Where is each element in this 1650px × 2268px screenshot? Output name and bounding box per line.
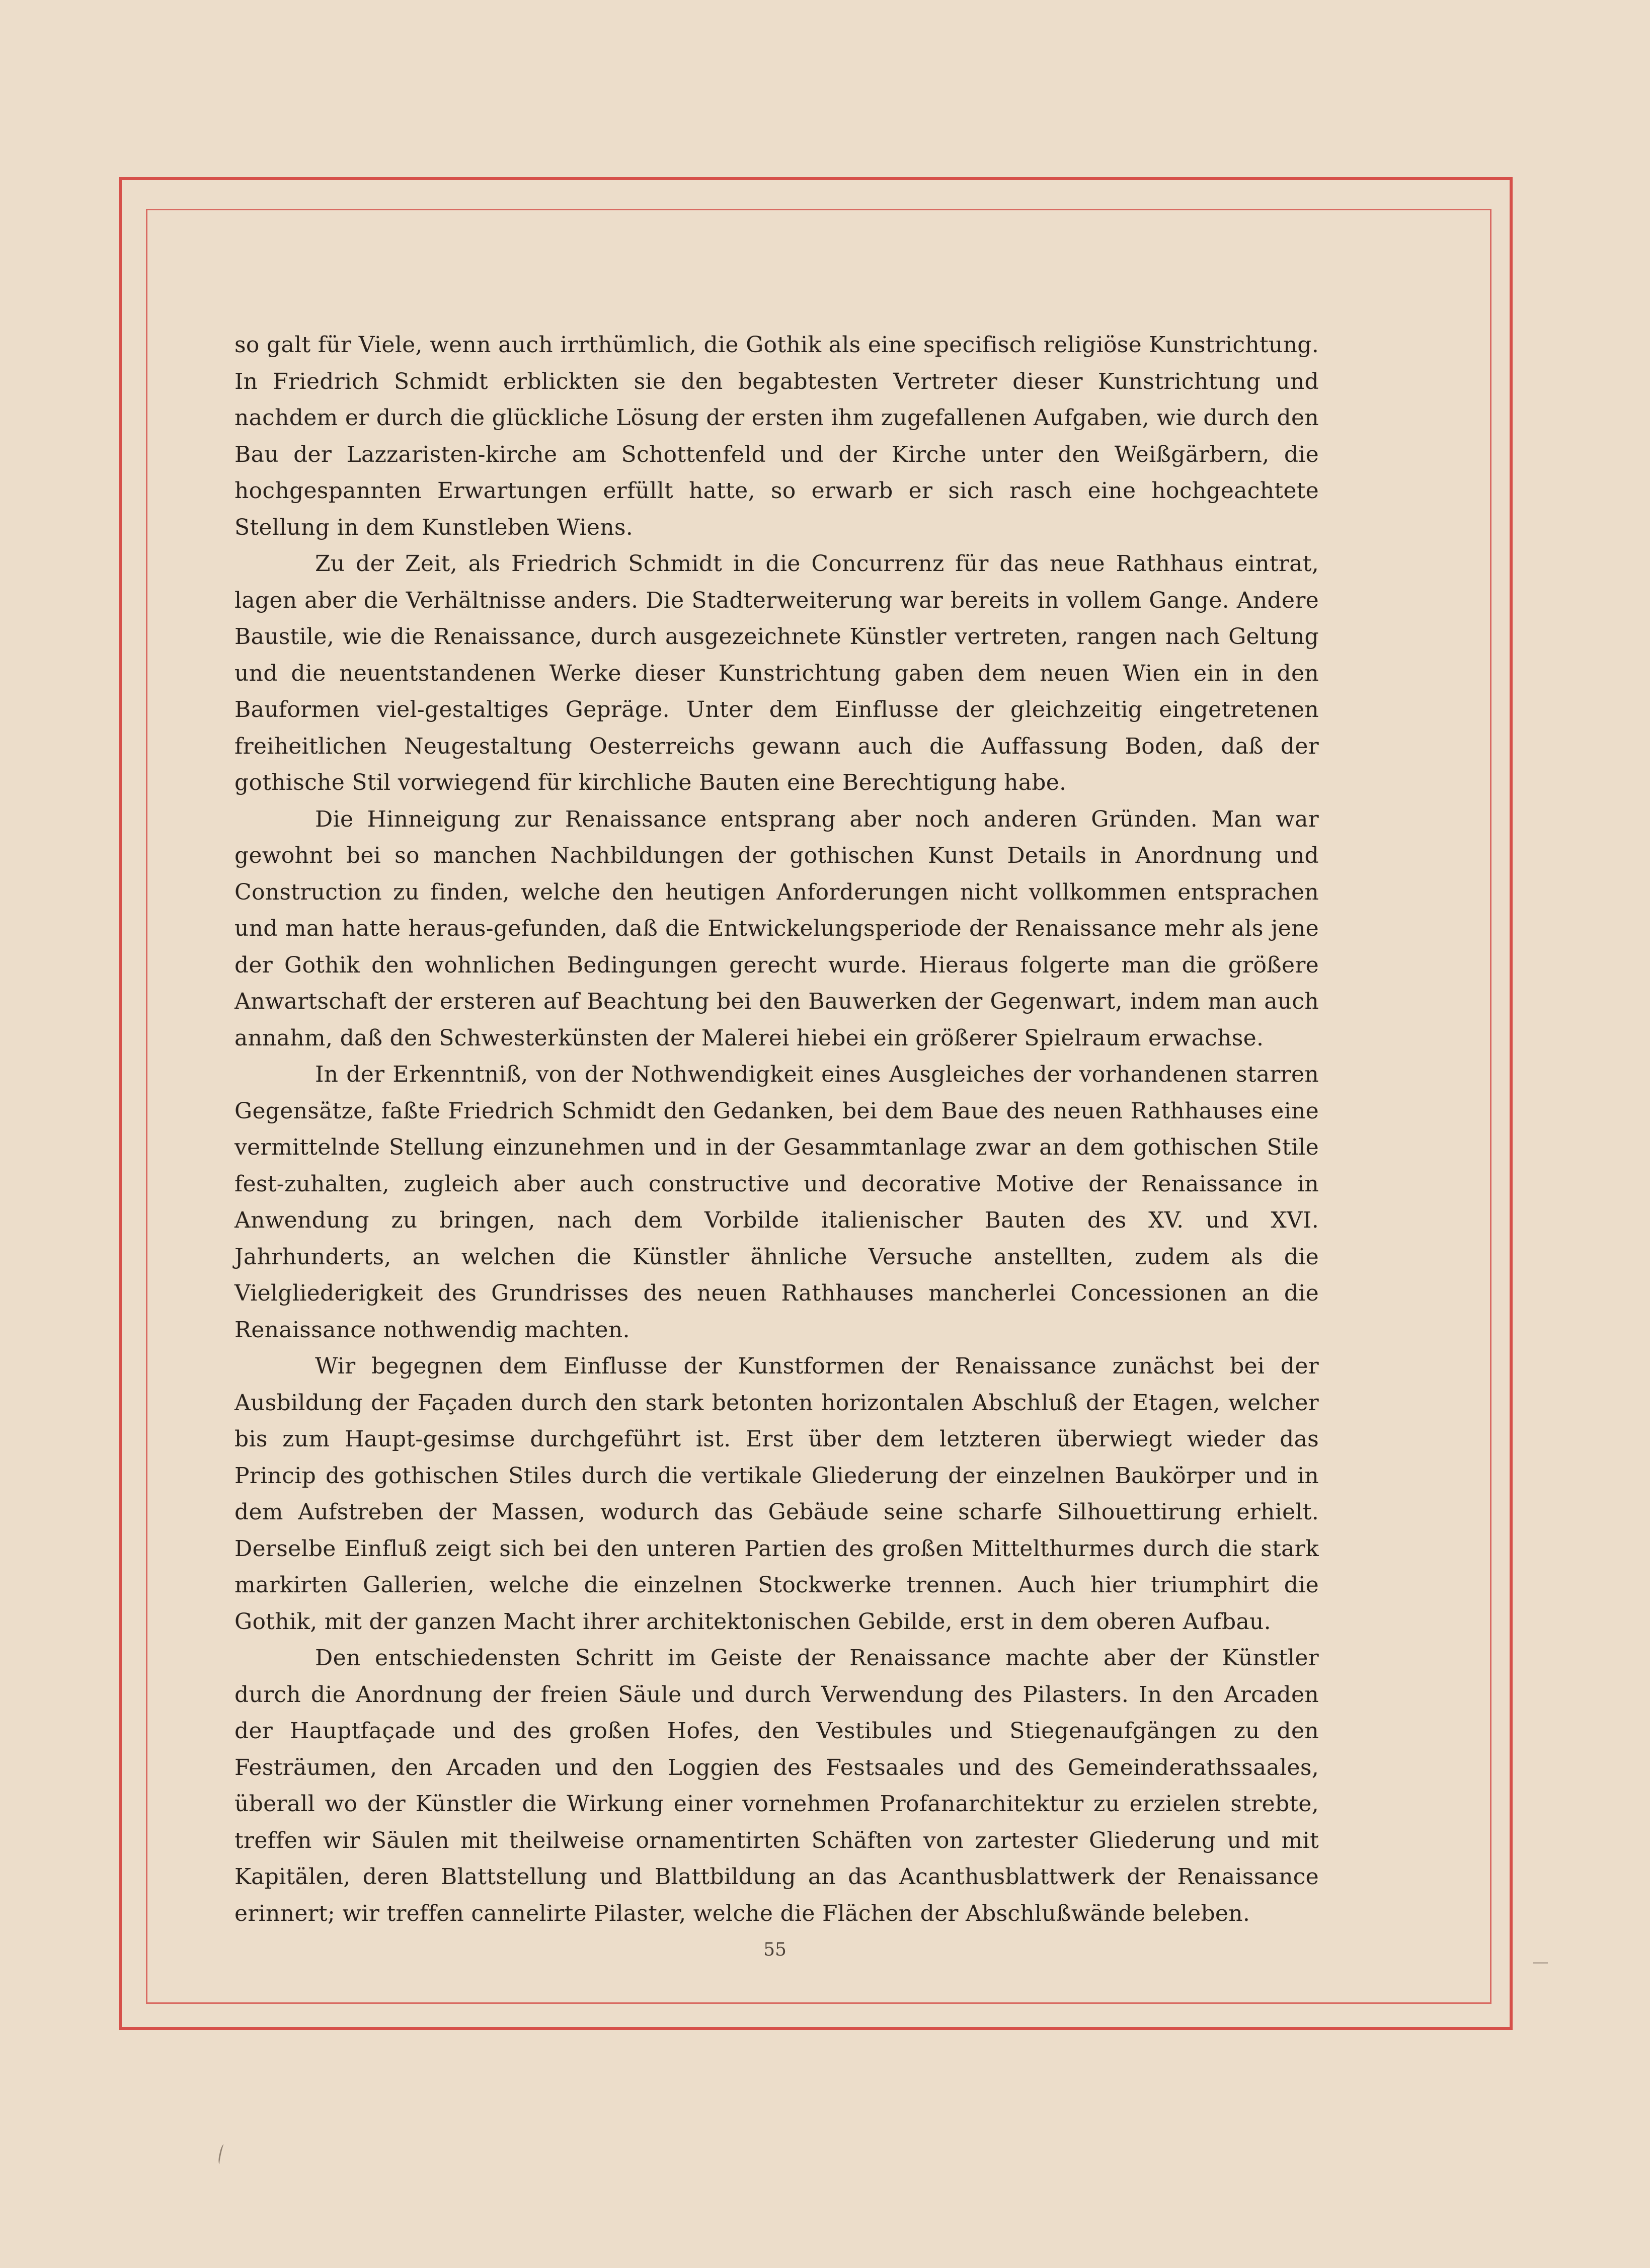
paragraph-1: so galt für Viele, wenn auch irrthümlich, die Gothik als eine specifisch religiöse Kunstrichtung. In Friedrich Schmidt erblickten sie den begabtesten Vertreter dieser Kunstrichtung und nachdem er durch die glückliche Lösung der ersten ihm zugefallenen Aufgaben, wie durch den Bau der Lazzaristen-kirche am Schottenfeld und der Kirche unter den Weißgärbern, die hochgespannten Erwartungen erfüllt hatte, so erwarb er sich rasch eine hochgeachtete Stellung in dem Kunstleben Wiens. <box>234 332 1319 540</box>
paper-speck <box>217 2144 226 2165</box>
paragraph-3: Die Hinneigung zur Renaissance entsprang aber noch anderen Gründen. Man war gewohnt bei so manchen Nachbildungen der gothischen Kunst Details in Anordnung und Construction zu finden, welche den heutigen Anforderungen nicht vollkommen entsprachen und man hatte heraus-gefunden, daß die Entwickelungsperiode der Renaissance mehr als jene der Gothik den wohnlichen Bedingungen gerecht wurde. Hieraus folgerte man die größere Anwartschaft der ersteren auf Beachtung bei den Bauwerken der Gegenwart, indem man auch annahm, daß den Schwesterkünsten der Malerei hiebei ein größerer Spielraum erwachse. <box>234 806 1319 1051</box>
paragraph-4: In der Erkenntniß, von der Nothwendigkeit eines Ausgleiches der vorhandenen starren Gegensätze, faßte Friedrich Schmidt den Gedanken, bei dem Baue des neuen Rathhauses eine vermittelnde Stellung einzunehmen und in der Gesammtanlage zwar an dem gothischen Stile fest-zuhalten, zugleich aber auch constructive und decorative Motive der Renaissance in Anwendung zu bringen, nach dem Vorbilde italienischer Bauten des XV. und XVI. Jahrhunderts, an welchen die Künstler ähnliche Versuche anstellten, zudem als die Vielgliederigkeit des Grundrisses des neuen Rathhauses mancherlei Concessionen an die Renaissance nothwendig machten. <box>234 1062 1319 1343</box>
body-text <box>234 327 1319 1932</box>
page-number: 55 <box>763 1939 787 1960</box>
paragraph-6: Den entschiedensten Schritt im Geiste der Renaissance machte aber der Künstler durch die Anordnung der freien Säule und durch Verwendung des Pilasters. In den Arcaden der Hauptfaçade und des großen Hofes, den Vestibules und Stiegenaufgängen zu den Festräumen, den Arcaden und den Loggien des Festsaales und des Gemeinderathssaales, überall wo der Künstler die Wirkung einer vornehmen Profanarchitektur zu erzielen strebte, treffen wir Säulen mit theilweise ornamentirten Schäften von zartester Gliederung und mit Kapitälen, deren Blattstellung und Blattbildung an das Acanthusblattwerk der Renaissance erinnert; wir treffen cannelirte Pilaster, welche die Flächen der Abschlußwände beleben. <box>234 1645 1319 1926</box>
paragraph-2: Zu der Zeit, als Friedrich Schmidt in die Concurrenz für das neue Rathhaus eintrat, lagen aber die Verhältnisse anders. Die Stadterweiterung war bereits in vollem Gange. Andere Baustile, wie die Renaissance, durch ausgezeichnete Künstler vertreten, rangen nach Geltung und die neuentstandenen Werke dieser Kunstrichtung gaben dem neuen Wien ein in den Bauformen viel-gestaltiges Gepräge. Unter dem Einflusse der gleichzeitig eingetretenen freiheitlichen Neugestaltung Oesterreichs gewann auch die Auffassung Boden, daß der gothische Stil vorwiegend für kirchliche Bauten eine Berechtigung habe. <box>234 551 1319 795</box>
paragraph-5: Wir begegnen dem Einflusse der Kunstformen der Renaissance zunächst bei der Ausbildung der Façaden durch den stark betonten horizontalen Abschluß der Etagen, welcher bis zum Haupt-gesimse durchgeführt ist. Erst über dem letzteren überwiegt wieder das Princip des gothischen Stiles durch die vertikale Gliederung der einzelnen Baukörper und in dem Aufstreben der Massen, wodurch das Gebäude seine scharfe Silhouettirung erhielt. Derselbe Einfluß zeigt sich bei den unteren Partien des großen Mittelthurmes durch die stark markirten Gallerien, welche die einzelnen Stockwerke trennen. Auch hier triumphirt die Gothik, mit der ganzen Macht ihrer architektonischen Gebilde, erst in dem oberen Aufbau. <box>234 1353 1319 1635</box>
edge-mark <box>1533 1962 1548 1964</box>
